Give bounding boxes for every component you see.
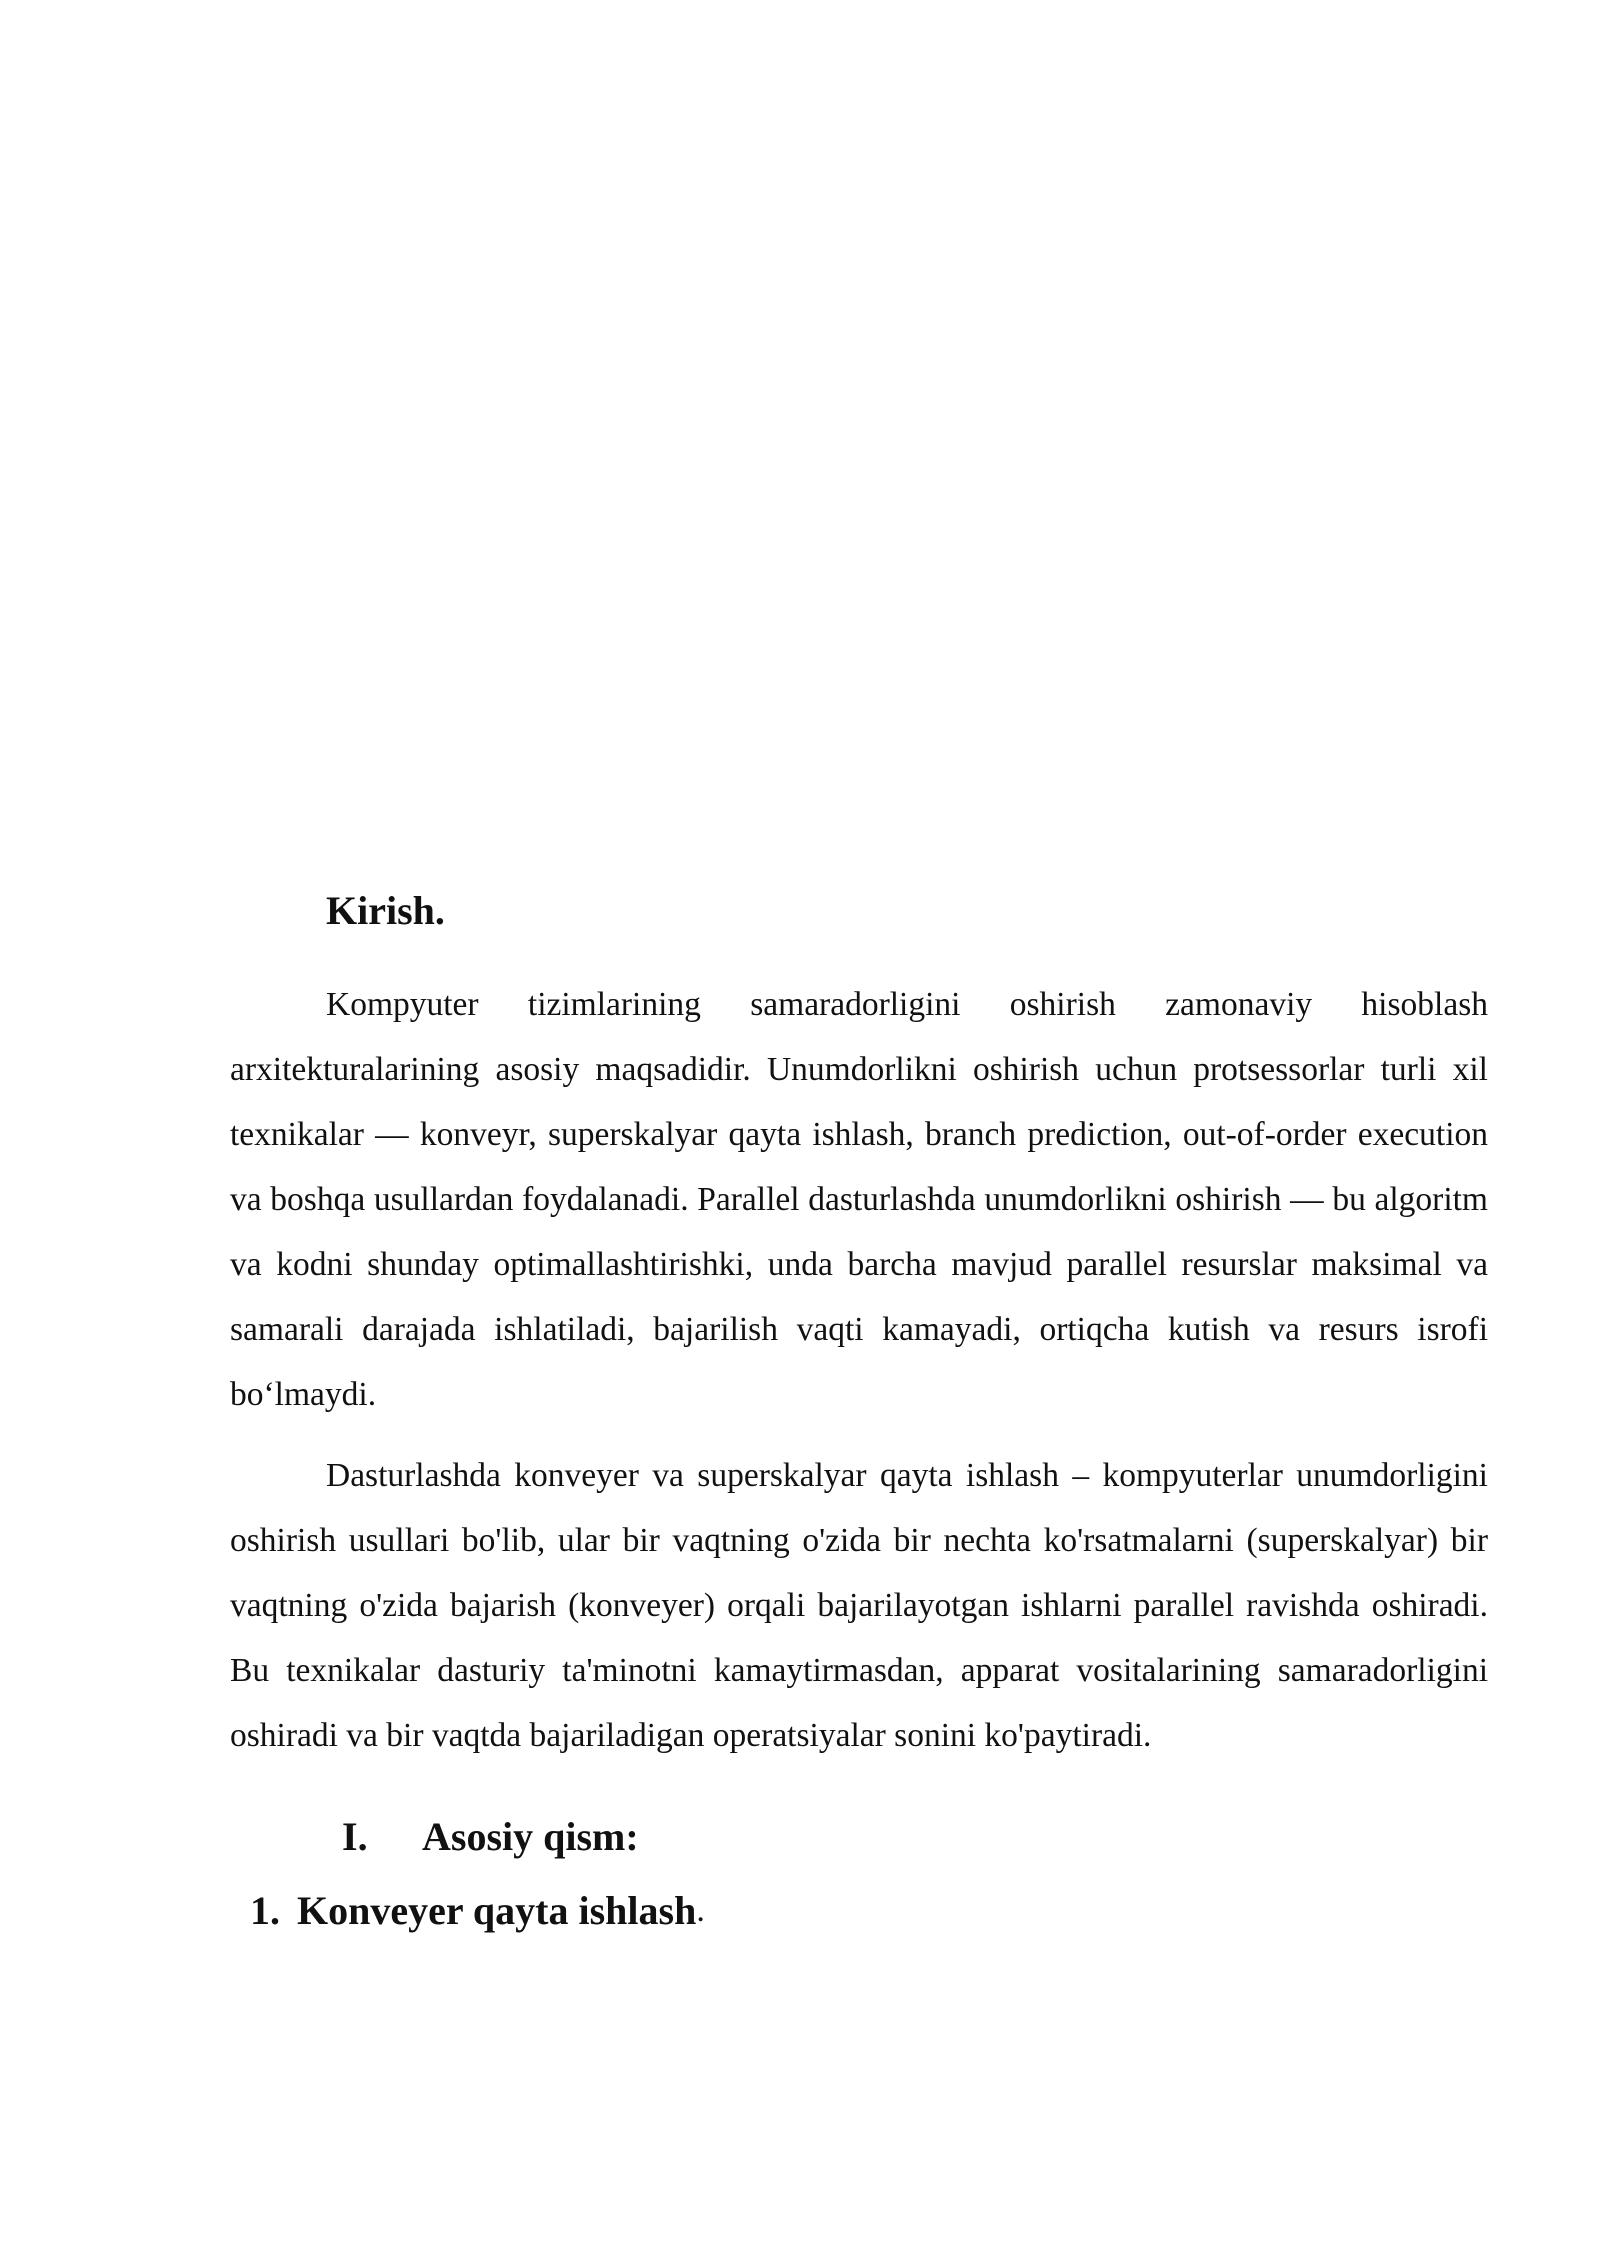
main-section-heading	[342, 1806, 1488, 1868]
intro-paragraph-1: Kompyuter tizimlarining samaradorligini oshirish zamonaviy hisoblash arxitekturalarining asosiy maqsadidir. Unumdorlikni oshirish uchun protsessorlar turli xil texnikalar — konveyr, superskalyar qayta ishlash, branch prediction, out-of-order execution va boshqa usullardan foydalanadi. Parallel dasturlashda unumdorlikni oshirish — bu algoritm va kodni shunday optimallashtirishki, unda barcha mavjud parallel resurslar maksimal va samarali darajada ishlatiladi, bajarilish vaqti kamayadi, ortiqcha kutish va resurs isrofi bo‘lmaydi.	[230, 986, 1488, 1413]
page-content	[230, 880, 1488, 1942]
main-section-title: Asosiy qism:	[422, 1814, 639, 1859]
intro-heading: Kirish.	[326, 888, 445, 933]
intro-paragraph-2: Dasturlashda konveyer va superskalyar qayta ishlash – kompyuterlar unumdorligini oshirish usullari bo'lib, ular bir vaqtning o'zida bir nechta ko'rsatmalarni (superskalyar) bir vaqtning o'zida bajarish (konveyer) orqali bajarilayotgan ishlarni parallel ravishda oshiradi. Bu texnikalar dasturiy ta'minotni kamaytirmasdan, apparat vositalarining samaradorligini oshiradi va bir vaqtda bajariladigan operatsiyalar sonini ko'paytiradi.	[230, 1457, 1488, 1754]
subsection-title: Konveyer qayta ishlash	[297, 1888, 697, 1933]
subsection-trailing-period: .	[696, 1892, 705, 1929]
subsection-number: 1.	[250, 1888, 280, 1933]
main-section-number: I.	[342, 1814, 368, 1859]
subsection-heading	[250, 1880, 1488, 1942]
